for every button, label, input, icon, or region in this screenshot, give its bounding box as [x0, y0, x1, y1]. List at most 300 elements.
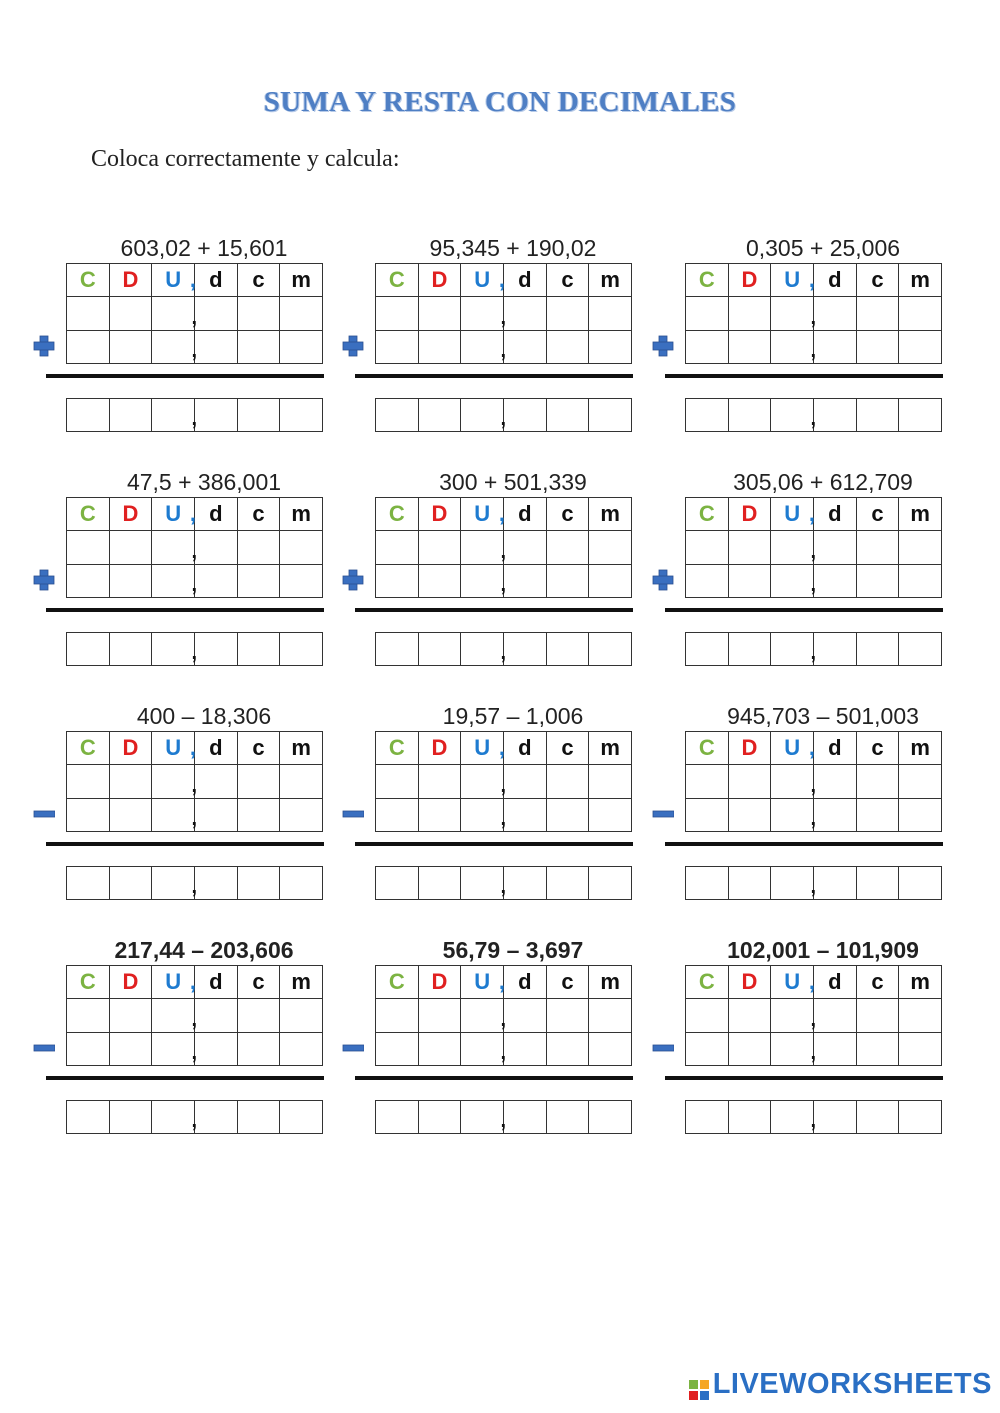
answer-row: [685, 1100, 942, 1134]
digit-input-cell[interactable]: [729, 297, 772, 330]
header-label: C: [388, 969, 405, 995]
plus-sign-icon: [342, 569, 364, 591]
digit-input-cell[interactable]: [238, 765, 281, 798]
answer-input-cell[interactable]: [376, 1101, 419, 1134]
digit-input-cell[interactable]: [771, 531, 814, 564]
digit-input-cell[interactable]: [589, 297, 632, 330]
answer-input-cell[interactable]: [67, 399, 110, 432]
digit-input-cell[interactable]: [504, 999, 547, 1032]
header-cell-0: [376, 966, 419, 999]
digit-input-cell[interactable]: [589, 1033, 632, 1066]
problem-expression: 305,06 + 612,709: [733, 469, 913, 495]
digit-input-cell[interactable]: [195, 1033, 238, 1066]
header-label: D: [741, 969, 758, 995]
digit-input-cell[interactable]: [504, 331, 547, 364]
result-divider-line: [355, 374, 633, 378]
digit-input-cell[interactable]: [376, 531, 419, 564]
digit-input-cell[interactable]: [857, 531, 900, 564]
answer-input-cell[interactable]: [376, 399, 419, 432]
header-cell-0: [67, 498, 110, 531]
header-cell-5: [589, 732, 632, 765]
problem-9: [665, 701, 965, 921]
digit-input-cell[interactable]: [857, 999, 900, 1032]
digit-input-cell[interactable]: [152, 999, 195, 1032]
answer-input-cell[interactable]: [152, 867, 195, 900]
digit-input-cell[interactable]: [857, 297, 900, 330]
header-label: C: [698, 501, 715, 527]
digit-input-cell[interactable]: [729, 765, 772, 798]
place-value-grid: [66, 497, 323, 598]
header-label: m: [291, 735, 311, 761]
answer-input-cell[interactable]: [899, 867, 942, 900]
answer-input-cell[interactable]: [280, 867, 323, 900]
digit-input-cell[interactable]: [686, 531, 729, 564]
digit-input-cell[interactable]: [814, 999, 857, 1032]
digit-input-cell[interactable]: [280, 765, 323, 798]
header-cell-4: [547, 732, 590, 765]
answer-input-cell[interactable]: [729, 1101, 772, 1134]
decimal-comma: ,: [500, 408, 506, 430]
digit-input-cell[interactable]: [280, 999, 323, 1032]
digit-input-cell[interactable]: [686, 565, 729, 598]
header-cell-1: [419, 966, 462, 999]
answer-input-cell[interactable]: [67, 1101, 110, 1134]
header-label: m: [600, 735, 620, 761]
digit-input-cell[interactable]: [419, 799, 462, 832]
digit-input-cell[interactable]: [814, 297, 857, 330]
decimal-comma: ,: [810, 1041, 816, 1064]
answer-input-cell[interactable]: [419, 633, 462, 666]
answer-row: [375, 398, 632, 432]
digit-input-cell[interactable]: [419, 531, 462, 564]
digit-input-cell[interactable]: [67, 765, 110, 798]
digit-input-cell[interactable]: [857, 331, 900, 364]
answer-input-cell[interactable]: [238, 1101, 281, 1134]
problem-11: [355, 935, 655, 1155]
digit-input-cell[interactable]: [280, 799, 323, 832]
digit-input-cell[interactable]: [152, 331, 195, 364]
digit-input-cell[interactable]: [857, 799, 900, 832]
digit-input-cell[interactable]: [729, 799, 772, 832]
answer-input-cell[interactable]: [899, 399, 942, 432]
answer-input-cell[interactable]: [195, 399, 238, 432]
answer-row: [66, 398, 323, 432]
decimal-comma: ,: [500, 1008, 506, 1031]
digit-input-cell[interactable]: [195, 297, 238, 330]
answer-input-cell[interactable]: [589, 633, 632, 666]
digit-input-cell[interactable]: [729, 565, 772, 598]
header-label: D: [741, 267, 758, 293]
result-divider-line: [46, 608, 324, 612]
digit-input-cell[interactable]: [152, 799, 195, 832]
answer-row: [375, 632, 632, 666]
answer-input-cell[interactable]: [461, 867, 504, 900]
header-cell-4: [238, 498, 281, 531]
answer-input-cell[interactable]: [547, 633, 590, 666]
digit-input-cell[interactable]: [547, 799, 590, 832]
decimal-comma: ,: [810, 339, 816, 362]
header-cell-0: [376, 498, 419, 531]
digit-input-cell[interactable]: [547, 331, 590, 364]
digit-input-cell[interactable]: [195, 765, 238, 798]
digit-input-cell[interactable]: [419, 1033, 462, 1066]
digit-input-cell[interactable]: [376, 799, 419, 832]
digit-input-cell[interactable]: [504, 531, 547, 564]
header-label: m: [910, 501, 930, 527]
plus-sign-icon: [652, 335, 674, 357]
digit-input-cell[interactable]: [899, 565, 942, 598]
answer-input-cell[interactable]: [504, 1101, 547, 1134]
decimal-comma: ,: [810, 408, 816, 430]
liveworksheets-logo[interactable]: [689, 1368, 992, 1401]
minus-sign-icon: [652, 803, 674, 825]
header-cell-1: [419, 498, 462, 531]
answer-input-cell[interactable]: [686, 1101, 729, 1134]
digit-input-cell[interactable]: [195, 565, 238, 598]
problem-expression: 47,5 + 386,001: [126, 469, 282, 495]
digit-input-cell[interactable]: [547, 531, 590, 564]
digit-input-cell[interactable]: [238, 799, 281, 832]
digit-input-cell[interactable]: [899, 531, 942, 564]
digit-input-cell[interactable]: [376, 1033, 419, 1066]
answer-input-cell[interactable]: [280, 633, 323, 666]
answer-input-cell[interactable]: [67, 633, 110, 666]
digit-input-cell[interactable]: [376, 331, 419, 364]
digit-input-cell[interactable]: [547, 565, 590, 598]
digit-input-cell[interactable]: [110, 1033, 153, 1066]
answer-input-cell[interactable]: [238, 399, 281, 432]
answer-input-cell[interactable]: [419, 399, 462, 432]
header-cell-5: [280, 732, 323, 765]
place-value-grid: [685, 965, 942, 1066]
digit-input-cell[interactable]: [110, 765, 153, 798]
answer-input-cell[interactable]: [771, 633, 814, 666]
digit-input-cell[interactable]: [280, 297, 323, 330]
digit-input-cell[interactable]: [280, 1033, 323, 1066]
digit-input-cell[interactable]: [238, 999, 281, 1032]
digit-input-cell[interactable]: [771, 1033, 814, 1066]
digit-input-cell[interactable]: [589, 799, 632, 832]
header-cell-3: [814, 732, 857, 765]
digit-input-cell[interactable]: [67, 999, 110, 1032]
answer-input-cell[interactable]: [504, 633, 547, 666]
answer-input-cell[interactable]: [195, 633, 238, 666]
digit-input-cell[interactable]: [195, 799, 238, 832]
problem-1: [46, 233, 346, 453]
answer-input-cell[interactable]: [814, 867, 857, 900]
header-label: C: [698, 267, 715, 293]
digit-input-cell[interactable]: [589, 331, 632, 364]
answer-row: [685, 632, 942, 666]
digit-input-cell[interactable]: [376, 297, 419, 330]
digit-input-cell[interactable]: [461, 999, 504, 1032]
digit-input-cell[interactable]: [110, 799, 153, 832]
digit-input-cell[interactable]: [547, 765, 590, 798]
digit-input-cell[interactable]: [729, 531, 772, 564]
header-cell-2: [461, 264, 504, 297]
decimal-comma-header: ,: [498, 267, 505, 293]
header-cell-2: [152, 732, 195, 765]
answer-input-cell[interactable]: [589, 1101, 632, 1134]
answer-input-cell[interactable]: [547, 1101, 590, 1134]
header-label: C: [79, 735, 96, 761]
header-label: C: [698, 969, 715, 995]
answer-input-cell[interactable]: [461, 399, 504, 432]
answer-input-cell[interactable]: [589, 399, 632, 432]
decimal-comma: ,: [500, 573, 506, 596]
header-cell-2: [771, 732, 814, 765]
header-label: U: [165, 267, 182, 293]
header-cell-2: [152, 498, 195, 531]
digit-input-cell[interactable]: [814, 531, 857, 564]
digit-input-cell[interactable]: [686, 297, 729, 330]
problem-expression: 19,57 – 1,006: [442, 703, 584, 729]
digit-input-cell[interactable]: [152, 565, 195, 598]
answer-input-cell[interactable]: [376, 867, 419, 900]
answer-input-cell[interactable]: [771, 1101, 814, 1134]
digit-input-cell[interactable]: [729, 999, 772, 1032]
decimal-comma-header: ,: [808, 501, 815, 527]
digit-input-cell[interactable]: [280, 531, 323, 564]
digit-input-cell[interactable]: [152, 1033, 195, 1066]
digit-input-cell[interactable]: [547, 297, 590, 330]
digit-input-cell[interactable]: [899, 297, 942, 330]
answer-input-cell[interactable]: [110, 399, 153, 432]
decimal-comma-header: ,: [189, 267, 196, 293]
problem-expression: 102,001 – 101,909: [727, 937, 919, 963]
answer-input-cell[interactable]: [686, 867, 729, 900]
answer-input-cell[interactable]: [857, 399, 900, 432]
digit-input-cell[interactable]: [729, 331, 772, 364]
answer-input-cell[interactable]: [814, 399, 857, 432]
digit-input-cell[interactable]: [589, 565, 632, 598]
digit-input-cell[interactable]: [547, 1033, 590, 1066]
answer-input-cell[interactable]: [547, 867, 590, 900]
digit-input-cell[interactable]: [376, 565, 419, 598]
digit-input-cell[interactable]: [771, 331, 814, 364]
answer-input-cell[interactable]: [280, 399, 323, 432]
digit-input-cell[interactable]: [67, 1033, 110, 1066]
answer-input-cell[interactable]: [376, 633, 419, 666]
digit-input-cell[interactable]: [152, 297, 195, 330]
digit-input-cell[interactable]: [504, 765, 547, 798]
digit-input-cell[interactable]: [686, 1033, 729, 1066]
digit-input-cell[interactable]: [857, 765, 900, 798]
digit-input-cell[interactable]: [238, 1033, 281, 1066]
answer-input-cell[interactable]: [814, 1101, 857, 1134]
decimal-comma-header: ,: [808, 267, 815, 293]
header-label: c: [252, 267, 265, 293]
digit-input-cell[interactable]: [419, 565, 462, 598]
digit-input-cell[interactable]: [376, 765, 419, 798]
digit-input-cell[interactable]: [419, 331, 462, 364]
answer-input-cell[interactable]: [152, 1101, 195, 1134]
digit-input-cell[interactable]: [110, 565, 153, 598]
header-cell-0: [376, 732, 419, 765]
digit-input-cell[interactable]: [67, 297, 110, 330]
digit-input-cell[interactable]: [899, 999, 942, 1032]
digit-input-cell[interactable]: [152, 531, 195, 564]
answer-input-cell[interactable]: [857, 867, 900, 900]
header-label: m: [291, 501, 311, 527]
digit-input-cell[interactable]: [67, 799, 110, 832]
digit-input-cell[interactable]: [461, 765, 504, 798]
digit-input-cell[interactable]: [461, 799, 504, 832]
digit-input-cell[interactable]: [152, 765, 195, 798]
header-label: d: [518, 501, 532, 527]
header-cell-5: [589, 966, 632, 999]
digit-input-cell[interactable]: [589, 765, 632, 798]
digit-input-cell[interactable]: [771, 765, 814, 798]
digit-input-cell[interactable]: [110, 999, 153, 1032]
digit-input-cell[interactable]: [814, 765, 857, 798]
header-cell-0: [67, 732, 110, 765]
minus-sign-icon: [342, 803, 364, 825]
answer-input-cell[interactable]: [280, 1101, 323, 1134]
digit-input-cell[interactable]: [589, 531, 632, 564]
answer-input-cell[interactable]: [419, 867, 462, 900]
digit-input-cell[interactable]: [729, 1033, 772, 1066]
header-label: D: [431, 969, 448, 995]
digit-input-cell[interactable]: [771, 799, 814, 832]
answer-input-cell[interactable]: [504, 867, 547, 900]
digit-input-cell[interactable]: [504, 799, 547, 832]
digit-input-cell[interactable]: [419, 765, 462, 798]
answer-input-cell[interactable]: [461, 1101, 504, 1134]
logo-text: LIVEWORKSHEETS: [712, 1368, 992, 1400]
header-label: d: [518, 969, 532, 995]
digit-input-cell[interactable]: [195, 331, 238, 364]
digit-input-cell[interactable]: [461, 1033, 504, 1066]
digit-input-cell[interactable]: [67, 331, 110, 364]
digit-input-cell[interactable]: [504, 565, 547, 598]
answer-input-cell[interactable]: [771, 867, 814, 900]
answer-input-cell[interactable]: [857, 1101, 900, 1134]
digit-input-cell[interactable]: [195, 999, 238, 1032]
answer-input-cell[interactable]: [686, 633, 729, 666]
digit-input-cell[interactable]: [686, 765, 729, 798]
header-cell-1: [419, 264, 462, 297]
answer-input-cell[interactable]: [686, 399, 729, 432]
answer-input-cell[interactable]: [238, 867, 281, 900]
decimal-comma: ,: [500, 807, 506, 830]
answer-input-cell[interactable]: [110, 1101, 153, 1134]
digit-input-cell[interactable]: [771, 999, 814, 1032]
answer-input-cell[interactable]: [899, 1101, 942, 1134]
digit-input-cell[interactable]: [280, 565, 323, 598]
result-divider-line: [665, 608, 943, 612]
digit-input-cell[interactable]: [814, 799, 857, 832]
digit-input-cell[interactable]: [195, 531, 238, 564]
digit-input-cell[interactable]: [461, 531, 504, 564]
answer-input-cell[interactable]: [589, 867, 632, 900]
answer-input-cell[interactable]: [547, 399, 590, 432]
header-label: m: [910, 267, 930, 293]
answer-input-cell[interactable]: [110, 867, 153, 900]
header-label: C: [79, 969, 96, 995]
digit-input-cell[interactable]: [857, 1033, 900, 1066]
digit-input-cell[interactable]: [589, 999, 632, 1032]
digit-input-cell[interactable]: [899, 1033, 942, 1066]
header-label: m: [600, 969, 620, 995]
answer-input-cell[interactable]: [729, 633, 772, 666]
digit-input-cell[interactable]: [461, 565, 504, 598]
digit-input-cell[interactable]: [686, 999, 729, 1032]
digit-input-cell[interactable]: [686, 799, 729, 832]
problem-3: [665, 233, 965, 453]
digit-input-cell[interactable]: [814, 1033, 857, 1066]
digit-input-cell[interactable]: [280, 331, 323, 364]
header-cell-1: [729, 264, 772, 297]
answer-row: [375, 1100, 632, 1134]
answer-input-cell[interactable]: [504, 399, 547, 432]
digit-input-cell[interactable]: [461, 297, 504, 330]
digit-input-cell[interactable]: [771, 297, 814, 330]
answer-input-cell[interactable]: [67, 867, 110, 900]
digit-input-cell[interactable]: [238, 531, 281, 564]
answer-input-cell[interactable]: [195, 1101, 238, 1134]
answer-input-cell[interactable]: [814, 633, 857, 666]
digit-input-cell[interactable]: [419, 297, 462, 330]
header-label: d: [828, 969, 842, 995]
digit-input-cell[interactable]: [686, 331, 729, 364]
digit-input-cell[interactable]: [419, 999, 462, 1032]
answer-input-cell[interactable]: [152, 633, 195, 666]
digit-input-cell[interactable]: [110, 331, 153, 364]
plus-sign-icon: [33, 569, 55, 591]
answer-input-cell[interactable]: [461, 633, 504, 666]
answer-input-cell[interactable]: [771, 399, 814, 432]
digit-input-cell[interactable]: [238, 297, 281, 330]
digit-input-cell[interactable]: [67, 565, 110, 598]
digit-input-cell[interactable]: [899, 799, 942, 832]
header-label: U: [784, 267, 801, 293]
digit-input-cell[interactable]: [771, 565, 814, 598]
digit-input-cell[interactable]: [238, 331, 281, 364]
digit-input-cell[interactable]: [376, 999, 419, 1032]
digit-input-cell[interactable]: [547, 999, 590, 1032]
digit-input-cell[interactable]: [110, 297, 153, 330]
result-divider-line: [46, 842, 324, 846]
decimal-comma: ,: [191, 540, 197, 563]
digit-input-cell[interactable]: [67, 531, 110, 564]
header-cell-1: [729, 966, 772, 999]
answer-input-cell[interactable]: [110, 633, 153, 666]
digit-input-cell[interactable]: [814, 565, 857, 598]
answer-input-cell[interactable]: [195, 867, 238, 900]
digit-input-cell[interactable]: [814, 331, 857, 364]
digit-input-cell[interactable]: [461, 331, 504, 364]
digit-input-cell[interactable]: [110, 531, 153, 564]
answer-input-cell[interactable]: [857, 633, 900, 666]
header-cell-3: [504, 732, 547, 765]
answer-input-cell[interactable]: [238, 633, 281, 666]
answer-input-cell[interactable]: [419, 1101, 462, 1134]
digit-input-cell[interactable]: [504, 1033, 547, 1066]
answer-input-cell[interactable]: [152, 399, 195, 432]
header-cell-3: [504, 966, 547, 999]
digit-input-cell[interactable]: [504, 297, 547, 330]
digit-input-cell[interactable]: [238, 565, 281, 598]
answer-input-cell[interactable]: [729, 399, 772, 432]
digit-input-cell[interactable]: [857, 565, 900, 598]
answer-input-cell[interactable]: [899, 633, 942, 666]
answer-input-cell[interactable]: [729, 867, 772, 900]
digit-input-cell[interactable]: [899, 765, 942, 798]
place-value-grid: [66, 965, 323, 1066]
header-label: d: [518, 735, 532, 761]
digit-input-cell[interactable]: [899, 331, 942, 364]
